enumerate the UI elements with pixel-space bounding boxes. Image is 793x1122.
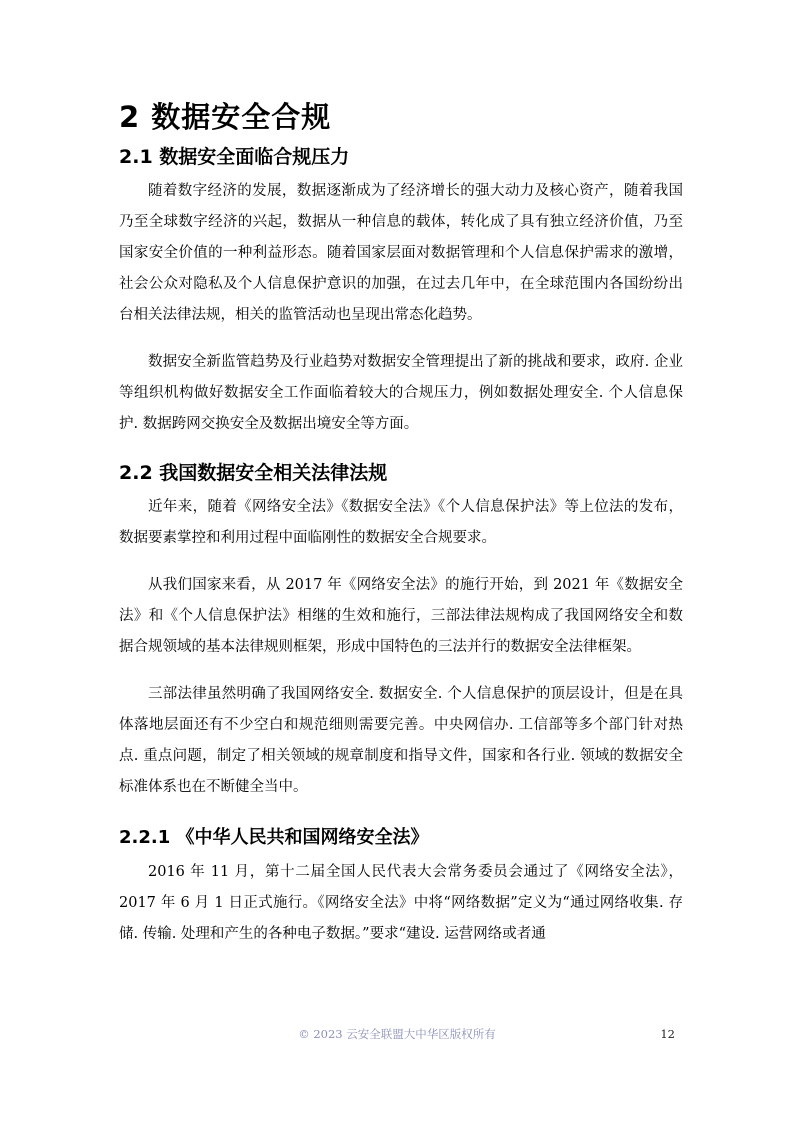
paragraph: 从我们国家来看，从 2017 年《网络安全法》的施行开始，到 2021 年《数据安全法》和《个人信息保护法》相继的生效和施行，三部法律法规构成了我国网络安全和数据合规领域的基本法律规则框架，形成中国特色的三法并行的数据安全法律框架。 xyxy=(119,577,683,655)
paragraph: 三部法律虽然明确了我国网络安全. 数据安全. 个人信息保护的顶层设计，但是在具体落地层面还有不少空白和规范细则需要完善。中央网信办. 工信部等多个部门针对热点. 重点问题，制定了相关领域的规章制度和指导文件，国家和各行业. 领域的数据安全标准体系也在不断健全当中。 xyxy=(119,686,683,795)
paragraph: 2016 年 11 月，第十二届全国人民代表大会常务委员会通过了《网络安全法》，2017 年 6 月 1 日正式施行。《网络安全法》中将“网络数据”定义为“通过网络收集. 存储. 传输. 处理和产生的各种电子数据。”要求“建设. 运营网络或者通 xyxy=(119,864,683,942)
page-footer xyxy=(119,1024,675,1044)
chapter-title: 2 数据安全合规 xyxy=(119,100,332,134)
paragraph: 数据安全新监管趋势及行业趋势对数据安全管理提出了新的挑战和要求，政府. 企业等组织机构做好数据安全工作面临着较大的合规压力，例如数据处理安全. 个人信息保护. 数据跨网交换安全及数据出境安全等方面。 xyxy=(119,354,683,432)
footer-copyright: © 2023 云安全联盟大中华区版权所有 xyxy=(298,1027,496,1041)
paragraph: 近年来，随着《网络安全法》《数据安全法》《个人信息保护法》等上位法的发布，数据要素掌控和利用过程中面临刚性的数据安全合规要求。 xyxy=(119,499,683,546)
page-content xyxy=(119,94,683,950)
section-heading-2-2: 2.2 我国数据安全相关法律法规 xyxy=(119,462,388,484)
paragraph: 随着数字经济的发展，数据逐渐成为了经济增长的强大动力及核心资产，随着我国乃至全球数字经济的兴起，数据从一种信息的载体，转化成了具有独立经济价值，乃至国家安全价值的一种利益形态。随着国家层面对数据管理和个人信息保护需求的激增，社会公众对隐私及个人信息保护意识的加强，在过去几年中，在全球范围内各国纷纷出台相关法律法规，相关的监管活动也呈现出常态化趋势。 xyxy=(119,183,683,323)
subsection-heading-2-2-1: 2.2.1 《中华人民共和国网络安全法》 xyxy=(119,827,429,848)
page-number: 12 xyxy=(660,1027,675,1041)
section-heading-2-1: 2.1 数据安全面临合规压力 xyxy=(119,146,350,168)
